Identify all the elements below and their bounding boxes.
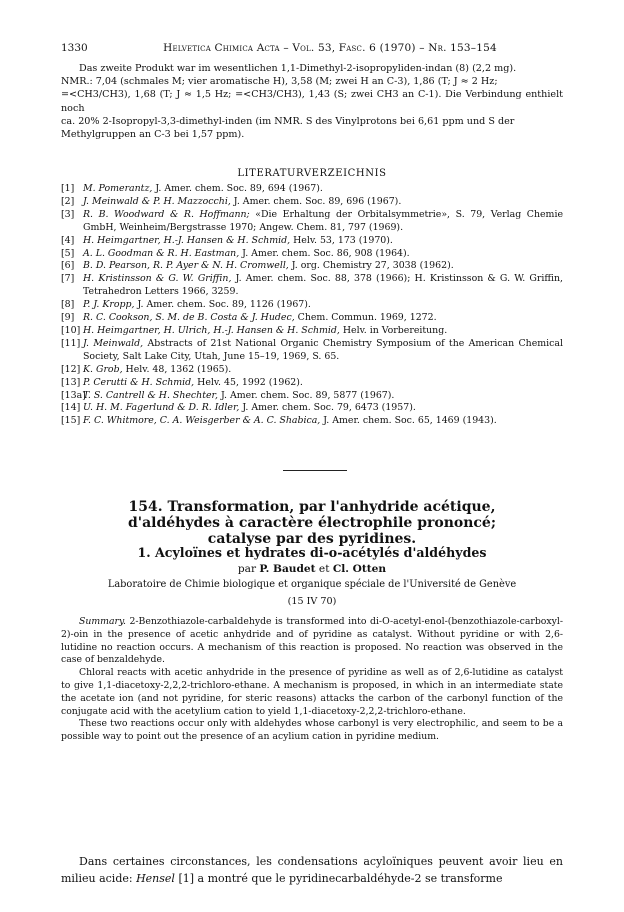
reference-item [61, 402, 563, 415]
experimental-paragraph [61, 62, 563, 141]
reference-item [61, 338, 563, 364]
reference-item [61, 377, 563, 390]
cited-author: Hensel [136, 872, 175, 885]
reference-authors: B. D. Pearson, R. P. Ayer & N. H. Cromwell, [83, 260, 289, 272]
reference-source: J. Amer. chem. Soc. 89, 694 (1967). [152, 183, 323, 194]
summary-paragraph: Chloral reacts with acetic anhydride in the presence of pyridine as well as of 2,6-lutidine as catalyst to give 1,1-diacetoxy-2,2,2-trichloro-ethane. A mechanism is proposed, in which in an intermediate state the acetate ion (and not pyridine, for steric reasons) attacks the carbon of the carbonyl function of the conjugate acid with the acetylium cation to yield 1,1-diacetoxy-2,2,2-trichloro-ethane. [61, 667, 563, 717]
body-text [61, 853, 563, 887]
reference-item [61, 260, 563, 273]
reference-source: J. Amer. chem. Soc. 89, 1126 (1967). [134, 299, 311, 311]
reference-text [83, 248, 563, 261]
reference-authors: H. Kristinsson & G. W. Griffin, [83, 273, 232, 285]
reference-number: [13] [61, 376, 81, 388]
reference-authors: R. B. Woodward & R. Hoffmann; [83, 208, 250, 220]
author-name: Cl. Otten [332, 563, 387, 575]
text-line: NMR.: 7,04 (schmales M; vier aromatische H), 3,58 (M; zwei H an C-3), 1,86 (T; J ≈ 2 Hz; [61, 76, 498, 88]
reference-source: Helv. 45, 1992 (1962). [194, 376, 303, 388]
reference-number: [13a] [61, 389, 86, 401]
reference-source: J. Amer. chem. Soc. 79, 6473 (1957). [239, 402, 416, 414]
reference-text [83, 235, 563, 248]
reference-authors: R. C. Cookson, S. M. de B. Costa & J. Hudec, [83, 312, 295, 324]
reference-source: Helv. in Vorbereitung. [339, 324, 448, 336]
reference-source: J. Amer. chem. Soc. 89, 696 (1967). [230, 195, 402, 207]
title-line: catalyse par des pyridines. [207, 531, 417, 547]
reference-text [83, 377, 563, 390]
reference-text [83, 338, 563, 364]
reference-authors: H. Heimgartner, H.-J. Hansen & H. Schmid, [83, 234, 291, 246]
summary-paragraph [61, 616, 563, 667]
reference-item [61, 364, 563, 377]
reference-source: J. Amer. chem. Soc. 86, 908 (1964). [239, 247, 410, 259]
reference-item [61, 235, 563, 248]
reference-text [83, 402, 563, 415]
reference-text [83, 299, 563, 312]
reference-number: [5] [61, 247, 75, 259]
reference-text [83, 364, 563, 377]
reference-authors: M. Pomerantz, [83, 183, 153, 194]
reference-number: [2] [61, 195, 75, 207]
reference-authors: U. H. M. Fagerlund & D. R. Idler, [83, 402, 240, 414]
reference-text [83, 312, 563, 325]
text-line: Methylgruppen an C-3 bei 1,57 ppm). [61, 129, 245, 141]
summary-label: Summary. [79, 616, 126, 627]
body-text-start: Dans certaines circonstances, les condensations acyloïniques peuvent avoir lieu en milieu acide: [61, 855, 563, 885]
reference-number: [15] [61, 415, 81, 427]
article-title [61, 499, 563, 547]
reference-source: «Die Erhaltung der Orbitalsymmetrie», S. 79, Verlag Chemie GmbH, Weinheim/Bergstrasse 1970; Angew. Chem. 81, 797 (1969). [83, 208, 563, 233]
reference-authors: T. S. Cantrell & H. Shechter, [83, 389, 218, 401]
reference-authors: J. Meinwald & P. H. Mazzocchi, [83, 195, 231, 207]
authors-conjunction: et [315, 563, 333, 575]
article-subtitle: 1. Acyloïnes et hydrates di-o-acétylés d'aldéhydes [137, 545, 487, 560]
text-line: Das zweite Produkt war im wesentlichen 1,1-Dimethyl-2-isopropyliden-indan (8) (2,2 mg). [79, 63, 517, 74]
text-line: =<CH3/CH3), 1,68 (T; J ≈ 1,5 Hz; =<CH3/CH3), 1,43 (S; zwei CH3 an C-1). Die Verbindung enthielt noch [61, 89, 563, 114]
reference-item [61, 183, 563, 196]
page-number: 1330 [61, 42, 88, 54]
author-name: P. Baudet [259, 563, 316, 575]
reference-number: [11] [61, 337, 81, 349]
reference-source: J. Amer. chem. Soc. 89, 5877 (1967). [217, 389, 395, 401]
received-date: (15 IV 70) [287, 596, 337, 607]
reference-source: J. org. Chemistry 27, 3038 (1962). [288, 260, 454, 272]
authors-prefix: par [237, 563, 260, 575]
title-line: 154. Transformation, par l'anhydride acétique, [128, 499, 496, 515]
summary-text: 2-Benzothiazole-carbaldehyde is transformed into di-O-acetyl-enol-(benzothiazole-carboxyl-2)-oin in the presence of acetic anhydride and of pyridine as catalyst. Without pyridine or with 2,6-lutidine no reaction occurs. A mechanism of this reaction is proposed. No reaction was observed in the case of benzaldehyde. [61, 616, 563, 666]
reference-authors: J. Meinwald, [83, 337, 144, 349]
reference-number: [1] [61, 183, 75, 194]
reference-source: Chem. Commun. 1969, 1272. [294, 312, 437, 324]
reference-source: J. Amer. chem. Soc. 65, 1469 (1943). [320, 415, 497, 427]
reference-item [61, 196, 563, 209]
summary-paragraph: These two reactions occur only with aldehydes whose carbonyl is very electrophilic, and seem to be a possible way to point out the presence of an acylium cation in pyridine medium. [61, 718, 563, 743]
reference-text [83, 209, 563, 235]
reference-item [61, 325, 563, 338]
reference-text [83, 415, 563, 428]
reference-list [61, 183, 563, 428]
references-heading: LITERATURVERZEICHNIS [237, 168, 387, 179]
reference-text [83, 260, 563, 273]
reference-authors: P. J. Kropp, [83, 299, 135, 311]
reference-source: J. Amer. chem. Soc. 88, 378 (1966); H. Kristinsson & G. W. Griffin, Tetrahedron Letters 1966, 3259. [83, 273, 563, 298]
body-paragraph [61, 853, 563, 887]
reference-item [61, 299, 563, 312]
reference-item [61, 312, 563, 325]
reference-item [61, 248, 563, 261]
affiliation: Laboratoire de Chimie biologique et organique spéciale de l'Université de Genève [107, 579, 517, 590]
reference-number: [7] [61, 273, 75, 285]
reference-authors: A. L. Goodman & R. H. Eastman, [83, 247, 240, 259]
reference-number: [3] [61, 208, 75, 220]
text-line: ca. 20% 2-Isopropyl-3,3-dimethyl-inden (im NMR. S des Vinylprotons bei 6,61 ppm und S der [61, 115, 515, 127]
summary-block [61, 616, 563, 744]
reference-source: Abstracts of 21st National Organic Chemistry Symposium of the American Chemical Society, Salt Lake City, Utah, June 15–19, 1969, S. 65. [83, 337, 563, 362]
author-line [61, 563, 563, 575]
reference-authors: H. Heimgartner, H. Ulrich, H.-J. Hansen & H. Schmid, [83, 324, 340, 336]
reference-text [83, 325, 563, 338]
reference-source: Helv. 48, 1362 (1965). [122, 363, 232, 375]
section-divider [283, 470, 347, 471]
reference-number: [10] [61, 324, 81, 336]
reference-item [61, 273, 563, 299]
running-title: Helvetica Chimica Acta – Vol. 53, Fasc. 6 (1970) – Nr. 153–154 [163, 42, 497, 54]
reference-number: [6] [61, 260, 75, 272]
reference-number: [9] [61, 312, 75, 324]
reference-number: [4] [61, 234, 75, 246]
reference-text [83, 273, 563, 299]
reference-text [83, 196, 563, 209]
reference-text [83, 390, 563, 403]
reference-authors: P. Cerutti & H. Schmid, [83, 376, 195, 388]
reference-number: [8] [61, 299, 75, 311]
reference-source: Helv. 53, 173 (1970). [290, 234, 393, 246]
reference-authors: F. C. Whitmore, C. A. Weisgerber & A. C. Shabica, [83, 415, 321, 427]
title-line: d'aldéhydes à caractère électrophile prononcé; [128, 515, 496, 531]
reference-item [61, 209, 563, 235]
reference-item [61, 415, 563, 428]
reference-authors: K. Grob, [83, 363, 123, 375]
reference-number: [12] [61, 363, 81, 375]
reference-number: [14] [61, 402, 81, 414]
body-text-end: [1] a montré que le pyridinecarbaldéhyde-2 se transforme [174, 872, 503, 885]
reference-item [61, 390, 563, 403]
reference-text [83, 183, 563, 196]
page-header [61, 42, 561, 54]
